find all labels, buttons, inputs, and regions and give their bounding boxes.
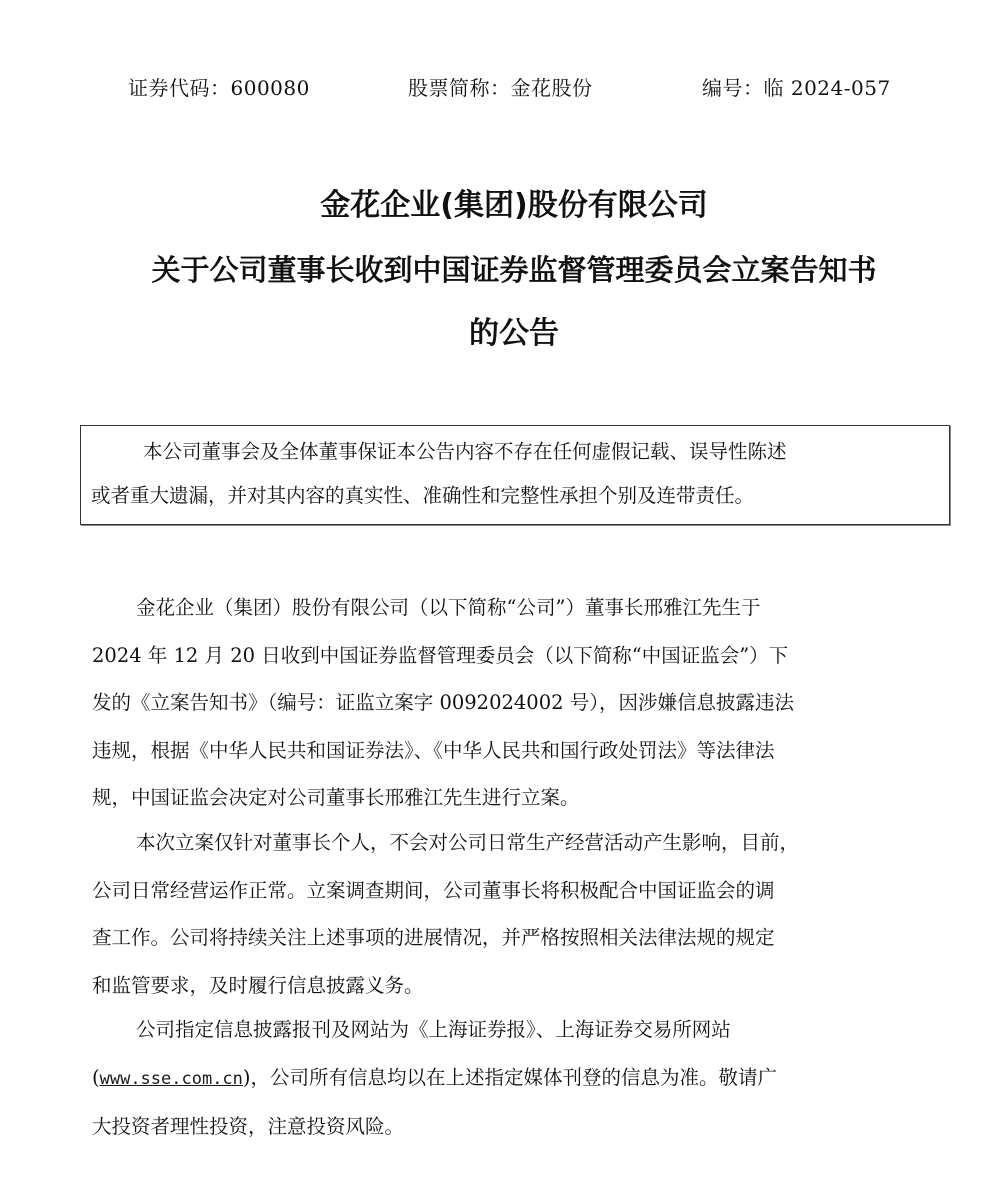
paragraph-line: 发的《立案告知书》（编号：证监立案字 0092024002 号），因涉嫌信息披露违法 <box>92 691 794 714</box>
paragraph-impact <box>92 819 952 1009</box>
paragraph-line: 大投资者理性投资，注意投资风险。 <box>92 1115 405 1138</box>
paragraph-line: 2024 年 12 月 20 日收到中国证券监督管理委员会（以下简称“中国证监会”）下 <box>92 643 789 667</box>
notice-line: 本公司董事会及全体董事保证本公告内容不存在任何虚假记载、误导性陈述 <box>143 440 787 463</box>
paragraph-disclosure-media <box>92 1006 952 1151</box>
company-title: 金花企业(集团)股份有限公司 <box>320 188 708 223</box>
board-guarantee-notice <box>80 425 950 525</box>
paragraph-line: 违规，根据《中华人民共和国证券法》、《中华人民共和国行政处罚法》等法律法 <box>92 738 775 762</box>
paragraph-line-rest: )，公司所有信息均以在上述指定媒体刊登的信息为准。敬请广 <box>242 1065 778 1089</box>
paragraph-line: 查工作。公司将持续关注上述事项的进展情况，并严格按照相关法律法规的规定 <box>92 926 775 949</box>
document-header <box>0 72 1004 106</box>
paragraph-line: 金花企业（集团）股份有限公司（以下简称“公司”）董事长邢雅江先生于 <box>136 596 761 619</box>
announcement-title: 关于公司董事长收到中国证券监督管理委员会立案告知书 <box>151 253 877 287</box>
paragraph-case-filing <box>92 584 952 822</box>
stock-code: 证券代码：600080 <box>128 76 310 100</box>
paragraph-line: 规，中国证监会决定对公司董事长邢雅江先生进行立案。 <box>92 786 580 809</box>
announcement-number: 编号：临 2024-057 <box>702 76 891 100</box>
paragraph-line: 公司指定信息披露报刊及网站为《上海证券报》、上海证券交易所网站 <box>136 1018 731 1041</box>
announcement-title-cont: 的公告 <box>469 316 559 351</box>
stock-short-name: 股票简称：金花股份 <box>408 76 593 100</box>
sse-website-link[interactable]: www.sse.com.cn <box>99 1068 243 1089</box>
paragraph-line: 本次立案仅针对董事长个人，不会对公司日常生产经营活动产生影响，目前， <box>136 831 800 854</box>
paragraph-line: 公司日常经营运作正常。立案调查期间，公司董事长将积极配合中国证监会的调 <box>92 878 775 902</box>
paren-open: ( <box>92 1065 100 1089</box>
notice-line: 或者重大遗漏，并对其内容的真实性、准确性和完整性承担个别及连带责任。 <box>91 484 755 507</box>
paragraph-line <box>92 1054 952 1104</box>
paragraph-line: 和监管要求，及时履行信息披露义务。 <box>92 973 424 997</box>
